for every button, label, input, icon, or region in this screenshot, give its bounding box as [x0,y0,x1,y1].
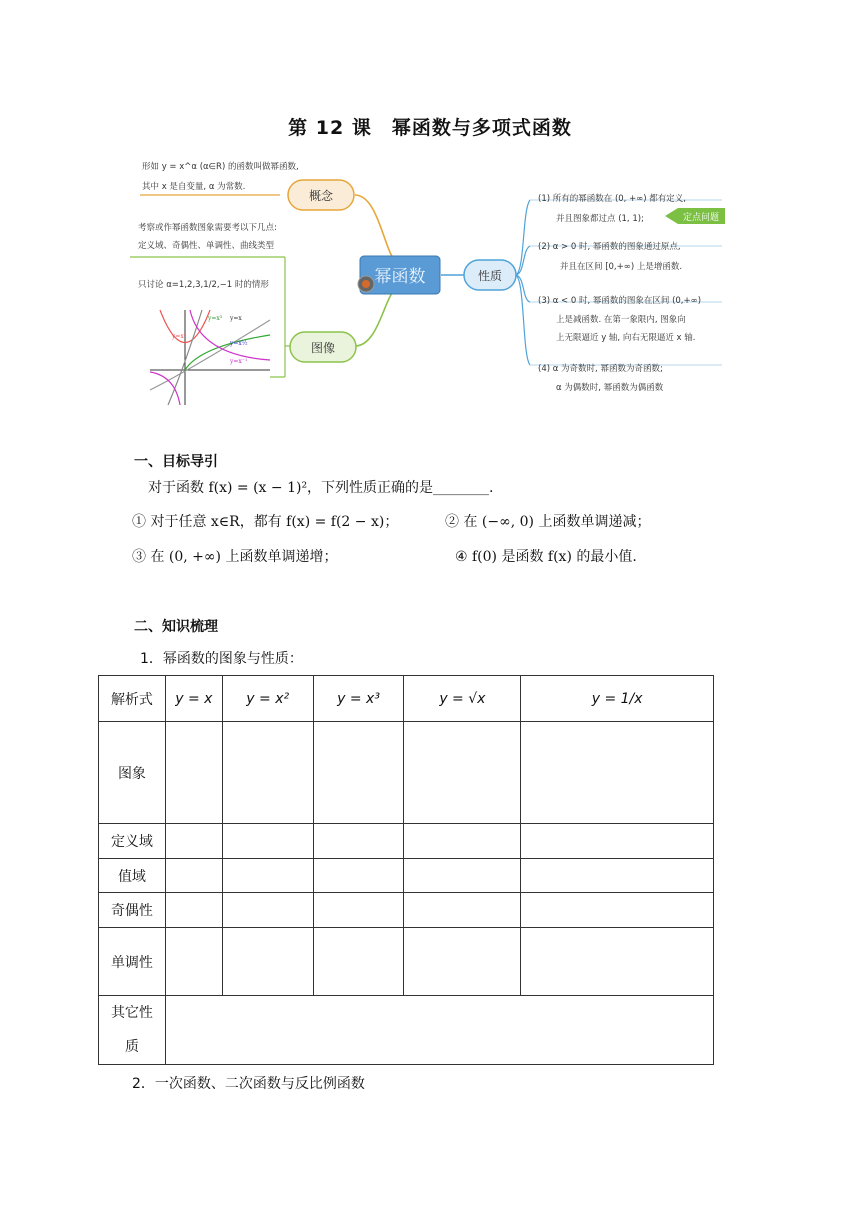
table-cell [165,859,222,893]
prop1b: 并且图象都过点 (1, 1); [556,214,644,224]
table-cell [165,928,222,996]
prop4a: (4) α 为奇数时, 幂函数为奇函数; [538,364,663,374]
row-label-other-2: 质 [124,1039,139,1055]
option-1: ① 对于任意 x∈R，都有 f(x) = f(2 − x)； [132,514,399,530]
option-4: ④ f(0) 是函数 f(x) 的最小值. [455,549,637,565]
prop2b: 并且在区间 [0,+∞) 上是增函数. [560,262,683,272]
row-label-expr: 解析式 [99,676,166,722]
graph-label-x2: y=x² [172,333,187,340]
graph-label-inv: y=x⁻¹ [230,358,248,365]
table-cell [404,928,521,996]
properties-label: 性质 [477,269,503,283]
concept-line2: 其中 x 是自变量, α 为常数. [142,182,246,192]
row-label-parity: 奇偶性 [99,893,166,928]
table-cell [404,722,521,824]
table-cell [521,893,714,928]
prop3b: 上是减函数. 在第一象限内, 图象向 [556,315,686,325]
table-cell [521,928,714,996]
concept-line1: 形如 y = x^α (α∈R) 的函数叫做幂函数, [142,162,299,172]
prop3c: 上无限逼近 y 轴, 向右无限逼近 x 轴. [556,333,696,343]
table-cell [222,859,313,893]
image-label: 图像 [310,341,336,355]
table-cell [165,824,222,859]
table-cell [313,893,404,928]
func-1: y = x [165,676,222,722]
table-cell [165,996,713,1065]
table-cell [313,824,404,859]
section1-heading: 一、目标导引 [134,454,218,470]
table-cell [313,928,404,996]
table-cell [222,824,313,859]
center-label: 幂函数 [374,267,426,287]
power-function-graph [140,305,270,405]
table-cell [222,893,313,928]
prop1a: (1) 所有的幂函数在 (0, +∞) 都有定义, [538,194,686,204]
row-label-other-1: 其它性 [110,1005,153,1021]
func-2: y = x² [222,676,313,722]
row-label-other [99,996,166,1065]
table-cell [313,722,404,824]
image-note1: 考察或作幂函数图象需要考以下几点: [138,223,277,233]
table-cell [313,859,404,893]
table-cell [165,722,222,824]
table-cell [404,859,521,893]
row-label-range: 值域 [99,859,166,893]
table-cell [222,722,313,824]
image-note2: 定义域、奇偶性、单调性、曲线类型 [138,241,275,251]
table-cell [521,722,714,824]
table-cell [222,928,313,996]
prop4b: α 为偶数时, 幂函数为偶函数 [556,383,664,393]
graph-label-x3: y=x³ [208,315,223,322]
table-cell [521,859,714,893]
func-3: y = x³ [313,676,404,722]
row-label-image: 图象 [99,722,166,824]
item-2: 2．一次函数、二次函数与反比例函数 [132,1076,365,1092]
item-1: 1．幂函数的图象与性质： [140,651,303,667]
table-cell [404,893,521,928]
row-label-domain: 定义域 [99,824,166,859]
concept-label: 概念 [308,189,334,203]
prop3a: (3) α < 0 时, 幂函数的图象在区间 (0,+∞) [538,296,702,306]
func-5: y = 1/x [521,676,714,722]
table-cell [165,893,222,928]
page-title: 第 12 课 幂函数与多项式函数 [288,117,572,139]
graph-label-x: y=x [230,315,242,322]
question-text: 对于函数 f(x) = (x − 1)²，下列性质正确的是________. [148,480,494,496]
option-2: ② 在 (−∞, 0) 上函数单调递减； [445,514,651,530]
section2-heading: 二、知识梳理 [134,619,218,635]
table-cell [521,824,714,859]
prop2a: (2) α > 0 时, 幂函数的图象通过原点, [538,242,681,252]
row-label-mono: 单调性 [99,928,166,996]
image-note3: 只讨论 α=1,2,3,1/2,−1 时的情形 [138,280,269,290]
fixed-point-tag: 定点问题 [682,213,720,223]
func-4: y = √x [404,676,521,722]
graph-label-sqrt: y=x½ [230,340,248,347]
table-cell [404,824,521,859]
option-3: ③ 在 (0, +∞) 上函数单调递增； [132,549,338,565]
power-function-table [98,675,714,1065]
